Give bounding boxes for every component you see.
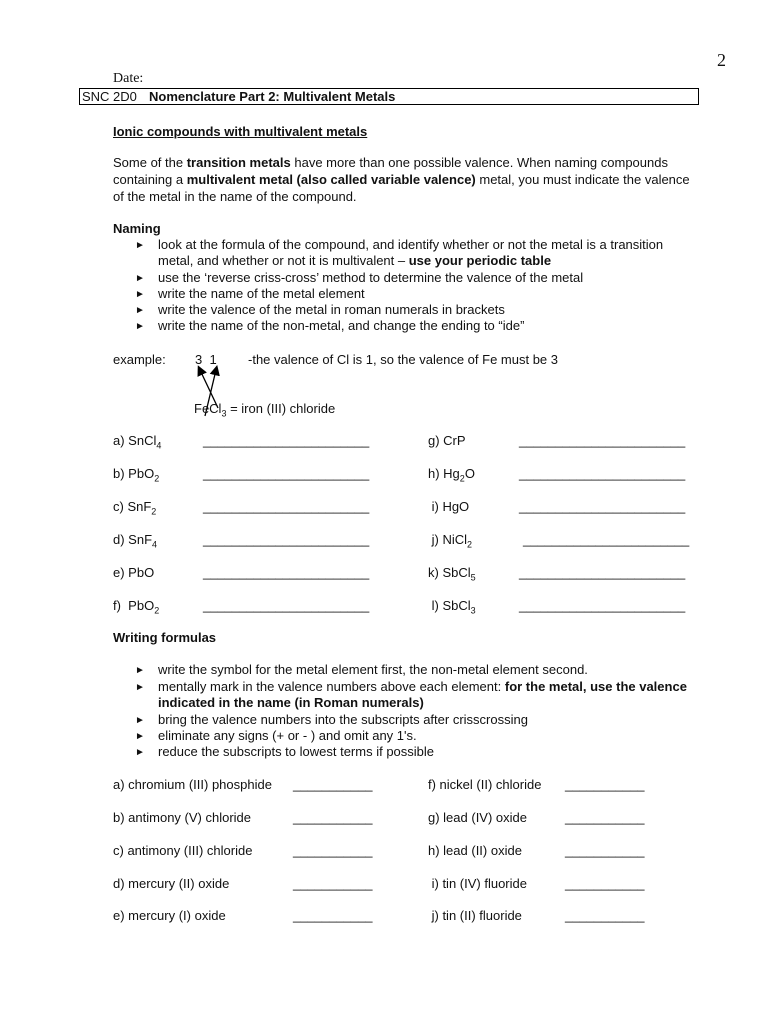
formula-question-label: b) antimony (V) chloride: [113, 810, 251, 825]
bullet-icon: ►: [135, 240, 145, 251]
page-title: Nomenclature Part 2: Multivalent Metals: [149, 89, 396, 104]
answer-blank[interactable]: _______________________: [203, 565, 370, 580]
answer-blank[interactable]: ___________: [565, 843, 645, 858]
intro-line-1: Some of the transition metals have more than one possible valence. When naming compounds: [113, 155, 668, 170]
naming-bullet-1: look at the formula of the compound, and identify whether or not the metal is a transition: [158, 237, 664, 252]
answer-blank[interactable]: ___________: [293, 810, 373, 825]
page-number: 2: [717, 50, 726, 70]
title-box: [79, 88, 699, 105]
course-code: SNC 2D0: [82, 89, 137, 104]
naming-bullet-3: write the name of the metal element: [158, 286, 365, 301]
naming-question-label: e) PbO: [113, 565, 155, 580]
answer-blank[interactable]: _______________________: [519, 499, 686, 514]
answer-blank[interactable]: _______________________: [203, 433, 370, 448]
answer-blank[interactable]: _______________________: [523, 532, 690, 547]
naming-question-label: l) SbCl$_3$: [428, 598, 476, 616]
naming-bullet-4: write the valence of the metal in roman numerals in brackets: [158, 302, 505, 317]
formula-question-label: c) antimony (III) chloride: [113, 843, 253, 858]
naming-question-label: a) SnCl$_4$: [113, 433, 162, 451]
naming-bullet-5: write the name of the non-metal, and change the ending to “ide”: [158, 318, 525, 333]
section2-heading: Writing formulas: [113, 630, 217, 645]
naming-question-label: h) $Hg_2O$: [428, 466, 475, 484]
date-label: Date:: [113, 71, 144, 86]
formula-question-label: j) tin (II) fluoride: [428, 908, 522, 923]
bullet-icon: ►: [135, 747, 145, 758]
answer-blank[interactable]: _______________________: [203, 499, 370, 514]
naming-bullet-1-cont: metal, and whether or not it is multivalent – use your periodic table: [158, 253, 552, 268]
naming-heading: Naming: [113, 221, 161, 236]
naming-question-label: i) HgO: [428, 499, 470, 514]
naming-question-label: b) PbO$_2$: [113, 466, 160, 484]
bullet-icon: ►: [135, 305, 145, 316]
bullet-icon: ►: [135, 289, 145, 300]
formula-bullet-1: write the symbol for the metal element first, the non-metal element second.: [158, 662, 588, 677]
naming-question-label: f) PbO$_2$: [113, 598, 160, 616]
formula-question-label: d) mercury (II) oxide: [113, 876, 230, 891]
example-label: example:: [113, 352, 166, 367]
formula-question-label: e) mercury (I) oxide: [113, 908, 226, 923]
answer-blank[interactable]: _______________________: [203, 466, 370, 481]
answer-blank[interactable]: ___________: [293, 777, 373, 792]
naming-question-label: j) NiCl$_2$: [428, 532, 473, 550]
answer-blank[interactable]: ___________: [565, 908, 645, 923]
section1-heading: Ionic compounds with multivalent metals: [113, 124, 368, 139]
naming-question-label: k) SbCl$_5$: [428, 565, 476, 583]
answer-blank[interactable]: ___________: [565, 876, 645, 891]
answer-blank[interactable]: _______________________: [519, 565, 686, 580]
naming-bullet-2: use the ‘reverse criss-cross’ method to determine the valence of the metal: [158, 270, 584, 285]
answer-blank[interactable]: _______________________: [519, 433, 686, 448]
bullet-icon: ►: [135, 731, 145, 742]
bullet-icon: ►: [135, 715, 145, 726]
bullet-icon: ►: [135, 682, 145, 693]
formula-bullet-2: mentally mark in the valence numbers above each element: for the metal, use the valence: [158, 679, 687, 694]
formula-bullet-2-cont: indicated in the name (in Roman numerals): [158, 695, 424, 710]
intro-line-3: of the metal in the name of the compound.: [113, 189, 357, 204]
answer-blank[interactable]: _______________________: [519, 598, 686, 613]
answer-blank[interactable]: _______________________: [203, 598, 370, 613]
bullet-icon: ►: [135, 665, 145, 676]
answer-blank[interactable]: ___________: [293, 876, 373, 891]
answer-blank[interactable]: ___________: [293, 908, 373, 923]
answer-blank[interactable]: ___________: [565, 810, 645, 825]
intro-line-2: containing a multivalent metal (also called variable valence) metal, you must indicate the valence: [113, 172, 690, 187]
naming-question-label: c) SnF$_2$: [113, 499, 157, 517]
bullet-icon: ►: [135, 273, 145, 284]
formula-bullet-5: reduce the subscripts to lowest terms if possible: [158, 744, 435, 759]
formula-question-label: g) lead (IV) oxide: [428, 810, 527, 825]
formula-question-label: i) tin (IV) fluoride: [428, 876, 527, 891]
formula-question-label: a) chromium (III) phosphide: [113, 777, 272, 792]
example-explanation: -the valence of Cl is 1, so the valence of Fe must be 3: [248, 352, 558, 367]
answer-blank[interactable]: ___________: [293, 843, 373, 858]
formula-question-label: h) lead (II) oxide: [428, 843, 522, 858]
example-valences: 3 1: [195, 352, 217, 367]
naming-question-label: g) CrP: [428, 433, 466, 448]
answer-blank[interactable]: ___________: [565, 777, 645, 792]
formula-bullet-4: eliminate any signs (+ or - ) and omit any 1's.: [158, 728, 417, 743]
naming-question-label: d) SnF$_4$: [113, 532, 158, 550]
example-formula: FeCl$_3$ = iron (III) chloride: [194, 401, 336, 419]
formula-bullet-3: bring the valence numbers into the subscripts after crisscrossing: [158, 712, 528, 727]
formula-question-label: f) nickel (II) chloride: [428, 777, 542, 792]
answer-blank[interactable]: _______________________: [519, 466, 686, 481]
bullet-icon: ►: [135, 321, 145, 332]
answer-blank[interactable]: _______________________: [203, 532, 370, 547]
